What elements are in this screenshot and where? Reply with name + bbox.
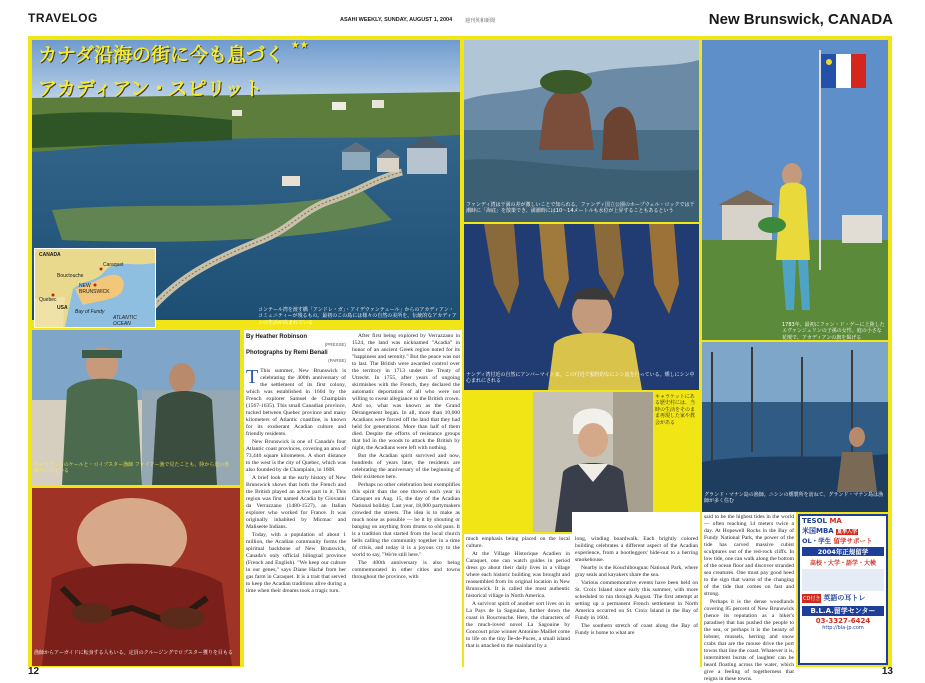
article-col-1 [246,368,346,664]
article-col-2-p3: Perhaps no other celebration best exemplifies this spirit than the one thrown each year in Caraquet on Aug. 15, the day of the Acadian National holiday. Last year, 18,000 partymakers crowded the streets. The idea is to make as much noise as possible — be it by shouting or banging on anything from drums to old pans. It is a tradition that started from the local church bells calling the community together in a time of crisis, and today it is a joyous cry to the world to say, "We're still here." [352,482,460,558]
article-col-3-p3: A survivor spirit of another sort lives on in La Pays de la Sagouine, further down the coast in Bouctouche. Here, the characters of the much-loved novel La Sagouine by Goncourt prize winner Antonine Maillet come to life on the tiny Île-de-Puces, a small island that is attached to the mainland by a [466,601,570,649]
drop-cap: T [246,366,259,388]
map-label-nb: NEW BRUNSWICK [79,283,110,295]
section-label: TRAVELOG [28,11,98,25]
ad-programs: 高校・大学・語学・大検 [809,560,876,567]
hopewell-photo [464,40,699,222]
article-col-3 [466,536,570,664]
caption-fishermen: キャラケットのケールと・ロイブスター漁師 ファイアー漁で見たことも、陸から近い魚取りに出ている [34,462,230,475]
article-col-2 [352,333,460,665]
map-label-bouctouche: Bouctouche [57,273,84,279]
map-label-quebec: Quebec [39,297,57,303]
article-col-1-p4: Today, with a population of about 1 million, the Acadian community forms the spiritual backbone of New Brunswick, Canada's only official bilingual province (French and English). "We keep our culture in our genes," says Diane Haché from her gas farm in Caraquet. It is a trait that served to keep the Acadian traditions alive during a time when their dreams took a tragic turn. [246,532,346,594]
ad-ol: OL・学生 [802,537,832,545]
ad-support: 留学サポート [833,537,873,545]
map-inset [34,248,156,328]
ad-web[interactable]: http://bla-jp.com [822,625,864,631]
advertisement[interactable] [798,514,888,665]
ad-ma: MA [829,517,842,525]
location-title: New Brunswick, CANADA [708,11,893,28]
headline-stars: ★★ [290,40,309,51]
ad-phone: 03-3327-6424 [815,617,871,625]
article-col-3-p1: much emphasis being placed on the local culture. [466,536,570,549]
article-col-4 [575,536,698,664]
article-col-3-p2: At the Village Historique Acadien in Caraquet, one can watch guides in period dress go about their daily lives in a village where each historic building was brought and reassembled from its original location in New Brunswick. It is called the most authentic historical village in North America. [466,551,570,599]
kana-tag: 週刊英和新聞 [465,18,496,24]
article-col-1-p3: A brief look at the early history of New Brunswick shows that both the French and the British played an active part in it. This region was first named Acadia by Giovanni da Verrazzano (1480-1527), an Italian explorer who worked for France. It was originally inhabited by Micmac and Maliseete Indians. [246,475,346,530]
caption-fish: ナンディ湾付近の自然にアンバーマイト家。この付近で独特的なにシン流を行っている。燻しにシン中心まれにされる [466,372,695,385]
article-col-1-p2: New Brunswick is one of Canada's four Atlantic coast provinces, covering an area of 73,440 square kilometers. A short distance to the west is the city of Quebec, which was also founded by de Champlain, in 1608. [246,439,346,473]
article-col-2-p1: After first being explored by Verrazzano in 1524, the land was nicknamed "Acadia" in honor of an ancient Greek region noted for its "happiness and serenity." But the peace was not to last. The British were awarded control over the territory in 1713 under the Treaty of Utrecht. In 1755, after years of ongoing skirmishes with the French, they declared the automatic deportation of all who were not willing to swear allegiance to the British crown. And so, what was known as the Grand Dérangement began. In all, more than 10,000 Acadians were forced off the land that they had held for generations. More than half of them died. Despite the efforts of resistance groups that hid in the woods to attack the British by night, the Acadians were left with nothing. [352,333,460,451]
credits [246,333,346,365]
map-label-fundy: Bay of Fundy [75,309,105,315]
headline-line1: カナダ沿海の街に今も息づく [38,44,285,66]
article-col-4-p1: long, winding boardwalk. Each brightly colored building celebrates a different aspect of the Acadian experience, from a bootleggers' hide-out to a herring smokehouse. [575,536,698,563]
headline-line2: アカディアン・スピリット [38,78,263,100]
village-photo [533,392,653,532]
fishermen-photo [32,330,240,485]
caption-hopewell: ファンディ湾は干満の差が激しいことで知られる。ファンディ国立公園のホープウェル・ロックでは干潮時に「海底」を散策でき、満潮時には10〜14メートルも水位が上昇することもあるという [466,202,695,215]
byline: By Heather Robinson [246,334,308,340]
ad-ear-training: 英語の耳トレ [823,594,866,602]
article-col-5 [704,514,794,682]
article-col-2-p2: But the Acadian spirit survived and now, hundreds of years later, the residents are celebrating the anniversary of the beginning of their existence here. [352,453,460,480]
caption-flag: 1783年、最初にファン・ド・ゲーに上陸したエヴァンジェリンの子孫の女性。庭の小さな花壇で、アカディアンの旗を掲げる [782,322,885,341]
caption-lobster: 漁師からアーガイドに転身する人もいる。定員のクルージングでロブスター獲りを目もる [34,650,233,656]
article-col-5-p2: Perhaps it is the dense woodlands covering 85 percent of New Brunswick (hence its reputation as a hiker's paradise) that has pushed the people to the sea, or perhaps it is the beauty of lobster, mussels, herring and snow crabs that are the mouse drive the port towns that line the coast. Whatever it is, intermittent bursts of laughter can be heard floating across the water, which give a feeling of togetherness that reigns in these towns. [704,599,794,682]
page-number-right: 13 [881,666,893,677]
article-col-2-p4: The 400th anniversary is also being commemorated in other cities and towns throughout the province, with [352,560,460,580]
map-label-usa: USA [57,305,68,311]
issue-line: ASAHI WEEKLY, SUNDAY, AUGUST 1, 2004 [340,17,453,23]
page-number-left: 12 [28,666,40,677]
ad-mba: 米国MBA [802,527,834,535]
ad-center: B.L.A.留学センター [802,606,884,616]
caption-bridge: コンテール湾を渡す橋「アンドレ・ガ」・アイデウァンテュール」からのアカディアン・コミュニティーが残るもの。最初のこの島には様々の自然の美所を、伝統的なアカディアンの生活が高まれている [258,307,457,326]
article-col-4-p2: Nearby is the Kouchibouguac National Park, where gray seals and kayakers share the sea. [575,565,698,578]
map-label-canada: CANADA [39,252,61,258]
photo-credit: Photographs by Remi Benali [246,350,328,356]
article-col-4-p3: Various commemorative events have been held on St. Croix Island since early this summer, with more scheduled to run through August. The first attempt at setting up a permanent French settlement in North America occurred on St. Croix Island in the Bay of Fundy in 1604. [575,580,698,621]
article-col-1-p1: T This summer, New Brunswick is celebrating the 400th anniversary of the settlement of its first colony, which was established in 1604 by the French explorer Samuel de Champlain (1567-1635). This small Canadian province, tucked between Quebec province and many kilometers of Atlantic coastline, is known for its exuberant Acadian culture and friendly residents. [246,366,346,437]
photo-credit-note: (PARSE) [328,358,346,363]
caption-village: キャラケットにある歴史村には、当時の生活をそのまま再現した家や教会がある [655,394,695,532]
fish-photo [464,224,699,390]
flag-photo [702,40,888,340]
lobster-photo [32,488,240,666]
byline-note: (PRESSE) [324,342,346,347]
boat-photo [702,342,888,512]
map-label-atlantic: ATLANTIC OCEAN [113,315,137,327]
caption-boat: グランド・マナン島の漁師。ニシンの燻製所を訪ねて、グランド・マナン島は漁師が多く住む [704,492,884,505]
ad-summer: 夏季入学 [837,529,858,535]
ad-tesol: TESOL [802,517,828,525]
headline [38,40,438,101]
ad-2004: 2004年正規留学 [802,547,884,556]
map-label-caraquet: Caraquet [103,262,124,268]
article-col-4-p4: The southern stretch of coast along the Bay of Fundy is home to what are [575,623,698,636]
article-col-5-p1: said to be the highest tides in the world — often reaching 14 meters twice a day. At Hopewell Rocks in the Bay of Fundy National Park, the power of the tide has carved massive cubist sculptures out of the red-rock cliffs. In low tide, one can walk along the bottom of the ocean floor and discover stranded sea creatures. One must pay good heed to the sign that warns of the changing of the tide that comes on fast and strong. [704,514,794,597]
ad-cd-badge: CD付き [803,595,821,602]
